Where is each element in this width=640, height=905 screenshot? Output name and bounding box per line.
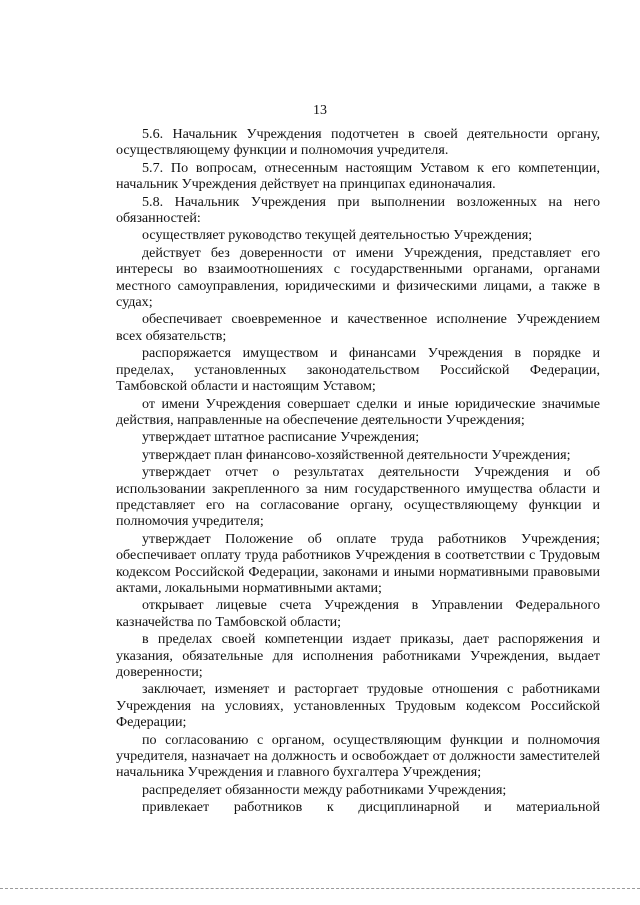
duty-item: утверждает план финансово-хозяйственной деятельности Учреждения; — [142, 446, 571, 463]
duty-item: осуществляет руководство текущей деятельностью Учреждения; — [142, 227, 533, 244]
duty-item: распоряжается имуществом и финансами Учреждения в порядке и пределах, установленных законодательством Российской Федерации, Тамбовской области и настоящим Уставом; — [116, 345, 600, 395]
page-number: 13 — [313, 103, 327, 118]
duty-item: утверждает отчет о результатах деятельности Учреждения и об использовании закрепленного за ним государственного имущества области и представляет его на согласование органу, осуществляющему функции и полномочия учредителя; — [116, 464, 600, 530]
document-body — [116, 126, 600, 817]
paragraph-5-8: 5.8. Начальник Учреждения при выполнении возложенных на него обязанностей: — [116, 193, 600, 227]
duty-item: в пределах своей компетенции издает приказы, дает распоряжения и указания, обязательные для исполнения работниками Учреждения, выдает доверенности; — [116, 631, 600, 680]
duty-item: заключает, изменяет и расторгает трудовые отношения с работниками Учреждения на условиях, установленных Трудовым кодексом Российской Федерации; — [116, 681, 600, 731]
scan-edge-divider — [0, 888, 640, 889]
duty-item: действует без доверенности от имени Учреждения, представляет его интересы во взаимоотношениях с государственными органами, органами местного самоуправления, юридическими и физическими лицами, а также в судах; — [116, 244, 600, 311]
duty-item: утверждает штатное расписание Учреждения; — [142, 429, 420, 446]
duty-item-continued: привлекает работников к дисциплинарной и материальной — [142, 799, 600, 816]
duty-item: по согласованию с органом, осуществляющим функции и полномочия учредителя, назначает на должность и освобождает от должности заместителей начальника Учреждения и главного бухгалтера Учреждения; — [116, 731, 600, 781]
duty-item: открывает лицевые счета Учреждения в Управлении Федерального казначейства по Тамбовской области; — [116, 597, 600, 630]
duty-item: обеспечивает своевременное и качественное исполнение Учреждением всех обязательств; — [116, 311, 600, 344]
duty-item: от имени Учреждения совершает сделки и иные юридические значимые действия, направленные на обеспечение деятельности Учреждения; — [116, 395, 600, 428]
paragraph-5-6: 5.6. Начальник Учреждения подотчетен в своей деятельности органу, осуществляющему функции и полномочия учредителя. — [116, 126, 600, 159]
paragraph-5-7: 5.7. По вопросам, отнесенным настоящим Уставом к его компетенции, начальник Учреждения действует на принципах единоначалия. — [116, 159, 600, 193]
duty-item: распределяет обязанности между работниками Учреждения; — [142, 781, 507, 798]
duty-item: утверждает Положение об оплате труда работников Учреждения; обеспечивает оплату труда работников Учреждения в соответствии с Трудовым кодексом Российской Федерации, законами и иными нормативными правовыми актами, локальными нормативными актами; — [116, 530, 600, 596]
